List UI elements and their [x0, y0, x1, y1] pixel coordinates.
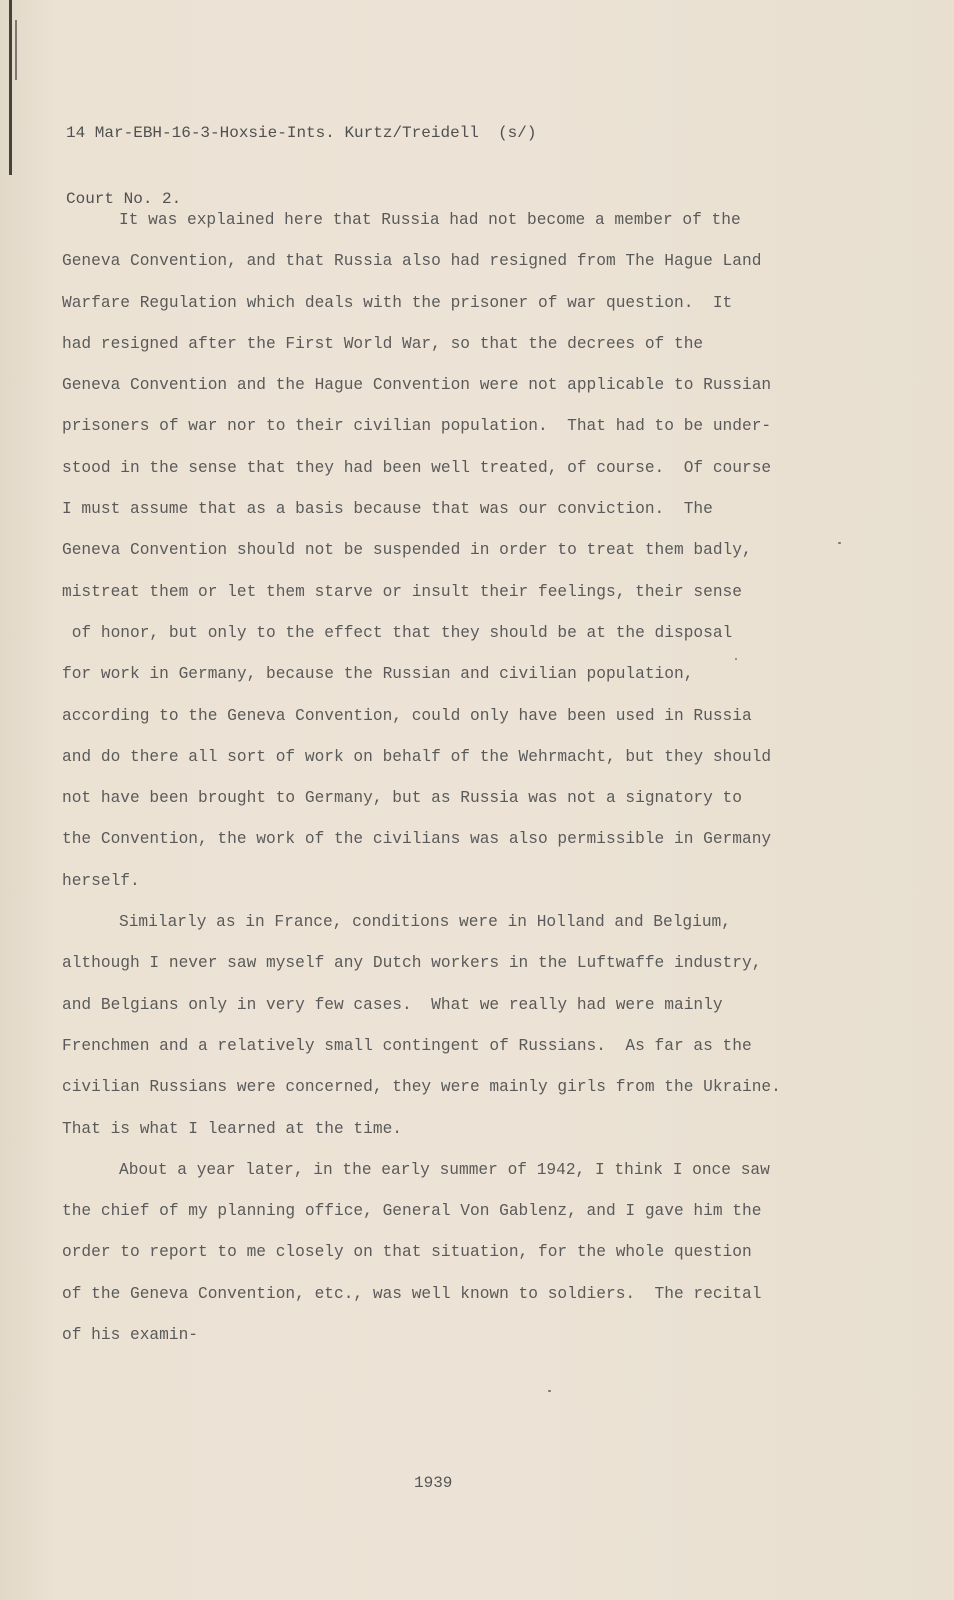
text-line: It was explained here that Russia had not become a member of the [119, 211, 741, 229]
court-line: Court No. 2. [66, 190, 182, 208]
text-line: mistreat them or let them starve or insult their feelings, their sense [62, 582, 742, 601]
binding-edge-mark-secondary [15, 20, 17, 80]
text-line: Warfare Regulation which deals with the prisoner of war question. It [62, 293, 733, 312]
text-line: Frenchmen and a relatively small contingent of Russians. As far as the [62, 1036, 752, 1055]
text-line: although I never saw myself any Dutch workers in the Luftwaffe industry, [62, 954, 762, 973]
text-line: and do there all sort of work on behalf of the Wehrmacht, but they should [62, 747, 772, 766]
text-line: herself. [62, 871, 140, 890]
text-line: for work in Germany, because the Russian and civilian population, [62, 665, 694, 684]
text-line: I must assume that as a basis because that was our conviction. The [62, 500, 713, 519]
paper-speck [548, 1390, 551, 1392]
text-line: civilian Russians were concerned, they were mainly girls from the Ukraine. [62, 1078, 781, 1097]
text-line: Geneva Convention should not be suspended in order to treat them badly, [62, 541, 752, 560]
text-line: not have been brought to Germany, but as Russia was not a signatory to [62, 789, 742, 808]
page-number: 1939 [414, 1474, 453, 1492]
binding-edge-mark [9, 0, 12, 175]
text-line: Geneva Convention and the Hague Convention were not applicable to Russian [62, 376, 772, 395]
text-line: of honor, but only to the effect that they should be at the disposal [62, 623, 733, 642]
text-line: the chief of my planning office, General Von Gablenz, and I gave him the [62, 1202, 762, 1221]
paper-speck [838, 542, 841, 544]
reference-line: 14 Mar-EBH-16-3-Hoxsie-Ints. Kurtz/Treidell (s/) [66, 124, 537, 142]
text-line: according to the Geneva Convention, could only have been used in Russia [62, 706, 752, 725]
paper-speck [735, 658, 737, 660]
text-line: stood in the sense that they had been well treated, of course. Of course [62, 458, 772, 477]
text-line: Similarly as in France, conditions were in Holland and Belgium, [119, 913, 731, 932]
text-line: of his examin- [62, 1326, 198, 1345]
text-line: About a year later, in the early summer of 1942, I think I once saw [119, 1160, 770, 1179]
text-line: of the Geneva Convention, etc., was well known to soldiers. The recital [62, 1284, 762, 1303]
text-line: the Convention, the work of the civilians was also permissible in Germany [62, 830, 772, 849]
text-line: Geneva Convention, and that Russia also had resigned from The Hague Land [62, 252, 762, 271]
text-line: had resigned after the First World War, so that the decrees of the [62, 334, 704, 353]
transcript-body [62, 200, 822, 1356]
text-line: That is what I learned at the time. [62, 1119, 402, 1138]
text-line: and Belgians only in very few cases. What we really had were mainly [62, 995, 723, 1014]
text-line: prisoners of war nor to their civilian population. That had to be under- [62, 417, 772, 436]
text-line: order to report to me closely on that situation, for the whole question [62, 1243, 752, 1262]
